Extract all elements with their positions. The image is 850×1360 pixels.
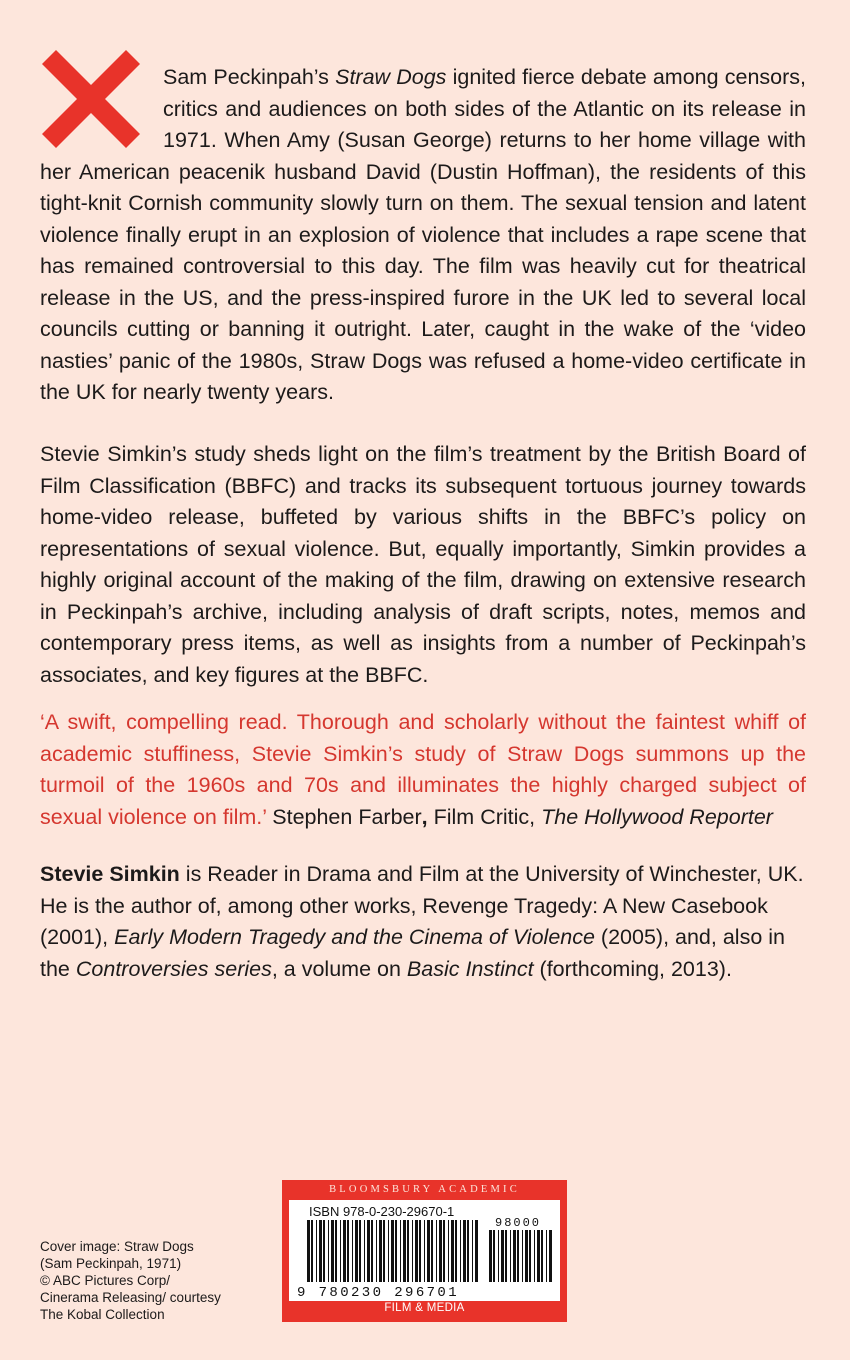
barcode-bar	[415, 1220, 418, 1282]
review-quote: ‘A swift, compelling read. Thorough and scholarly without the faintest whiff of academic stuffiness, Stevie Simkin’s study of Straw Dogs summons up the turmoil of the 1960s and 70s and illuminates the highly charged subject of sexual violence on film.’ Stephen Farber, Film Critic, The Hollywood Reporter	[40, 710, 806, 829]
barcode-bar	[343, 1220, 346, 1282]
barcode-bar	[311, 1220, 313, 1282]
barcode-bar	[319, 1220, 322, 1282]
barcode-bar	[316, 1220, 317, 1282]
barcode-bar	[307, 1220, 310, 1282]
barcode-bar	[546, 1230, 547, 1282]
barcode-bar	[352, 1220, 353, 1282]
barcode-bar	[467, 1220, 469, 1282]
barcode-bar	[436, 1220, 437, 1282]
barcode-bar	[388, 1220, 389, 1282]
barcode-bar	[549, 1230, 552, 1282]
barcode-bar	[364, 1220, 365, 1282]
quote-author: Stephen Farber	[272, 804, 422, 829]
isbn-label: ISBN 978-0-230-29670-1	[309, 1204, 455, 1219]
barcode-bar	[395, 1220, 397, 1282]
barcode-bar	[443, 1220, 445, 1282]
barcode-bar	[400, 1220, 401, 1282]
author-name: Stevie Simkin	[40, 862, 180, 886]
barcode-bar	[419, 1220, 421, 1282]
barcode-bar	[455, 1220, 457, 1282]
barcode-bar	[513, 1230, 516, 1282]
synopsis-paragraph: Sam Peckinpah’s Straw Dogs ignited fierce debate among censors, critics and audiences on both sides of the Atlantic on its release in 1971. When Amy (Susan George) returns to her home village with her American peacenik husband David (Dustin Hoffman), the residents of this tight-knit Cornish community slowly turn on them. The sexual tension and latent violence finally erupt in an explosion of violence that includes a rape scene that has remained controversial to this day. The film was heavily cut for theatrical release in the US, and the press-inspired furore in the UK led to several local councils cutting or banning it outright. Later, caught in the wake of the ‘video nasties’ panic of the 1980s, Straw Dogs was refused a home-video certificate in the UK for nearly twenty years.	[40, 65, 806, 404]
barcode-bar	[448, 1220, 449, 1282]
barcode-bar	[427, 1220, 430, 1282]
quote-publication: The Hollywood Reporter	[541, 804, 773, 829]
barcode-bar	[541, 1230, 543, 1282]
barcode-bar	[529, 1230, 531, 1282]
publisher-name: BLOOMSBURY ACADEMIC	[329, 1184, 520, 1195]
barcode-bar	[501, 1230, 504, 1282]
barcode-bar	[359, 1220, 361, 1282]
barcode-bar	[331, 1220, 334, 1282]
barcode-bar	[355, 1220, 358, 1282]
study-paragraph: Stevie Simkin’s study sheds light on the film’s treatment by the British Board of Film Classification (BBFC) and tracks its subsequent tortuous journey towards home-video release, buffeted by various shifts in the BBFC’s policy on representations of sexual violence. But, equally importantly, Simkin provides a highly original account of the making of the film, drawing on extensive research in Peckinpah’s archive, including analysis of draft scripts, notes, memos and contemporary press items, as well as insights from a number of Peckinpah’s associates, and key figures at the BBFC.	[40, 442, 806, 687]
barcode-bar	[522, 1230, 523, 1282]
barcode-bar	[367, 1220, 370, 1282]
barcode-bar	[371, 1220, 373, 1282]
barcode-bar	[505, 1230, 507, 1282]
barcode-bar	[335, 1220, 337, 1282]
barcode-bar	[534, 1230, 535, 1282]
barcode-bar	[460, 1220, 461, 1282]
quote-text: ‘A swift, compelling read. Thorough and scholarly without the faintest whiff of academic stuffiness, Stevie Simkin’s study of Straw Dogs summons up the turmoil of the 1960s and 70s and illuminates the highly charged subject of sexual violence on film.’	[40, 710, 806, 829]
barcode-bar	[431, 1220, 433, 1282]
barcode-bar	[472, 1220, 473, 1282]
barcode-bar	[379, 1220, 382, 1282]
barcode-digits: 9 780230 296701	[297, 1285, 460, 1301]
price-code: 98000	[495, 1216, 542, 1230]
barcode-bar	[489, 1230, 492, 1282]
barcode-bar	[493, 1230, 495, 1282]
barcode-bar	[510, 1230, 511, 1282]
barcode-bar	[498, 1230, 499, 1282]
barcode-panel	[282, 1180, 567, 1322]
barcode-bar	[376, 1220, 377, 1282]
barcode-graphic	[289, 1200, 560, 1301]
film-title: Straw Dogs	[335, 65, 447, 89]
cover-image-caption: Cover image: Straw Dogs (Sam Peckinpah, 1971) © ABC Pictures Corp/ Cinerama Releasing/ courtesy The Kobal Collection	[40, 1239, 221, 1322]
barcode	[289, 1200, 560, 1301]
category-label: FILM & MEDIA	[384, 1302, 465, 1314]
barcode-bar	[439, 1220, 442, 1282]
barcode-bar	[537, 1230, 540, 1282]
barcode-bar	[340, 1220, 341, 1282]
barcode-bar	[407, 1220, 409, 1282]
barcode-bar	[424, 1220, 425, 1282]
barcode-bar	[347, 1220, 349, 1282]
barcode-bar	[391, 1220, 394, 1282]
author-bio: Stevie Simkin is Reader in Drama and Film at the University of Winchester, UK. He is the author of, among other works, Revenge Tragedy: A New Casebook (2001), Early Modern Tragedy and the Cinema of Violence (2005), and, also in the Controversies series, a volume on Basic Instinct (forthcoming, 2013).	[40, 862, 804, 981]
barcode-bar	[403, 1220, 406, 1282]
quote-role: Film Critic,	[433, 804, 542, 829]
barcode-bar	[517, 1230, 519, 1282]
barcode-bar	[463, 1220, 466, 1282]
barcode-bar	[323, 1220, 325, 1282]
barcode-bar	[328, 1220, 329, 1282]
barcode-bar	[475, 1220, 478, 1282]
barcode-bar	[451, 1220, 454, 1282]
barcode-bar	[412, 1220, 413, 1282]
barcode-bar	[383, 1220, 385, 1282]
barcode-bar	[525, 1230, 528, 1282]
